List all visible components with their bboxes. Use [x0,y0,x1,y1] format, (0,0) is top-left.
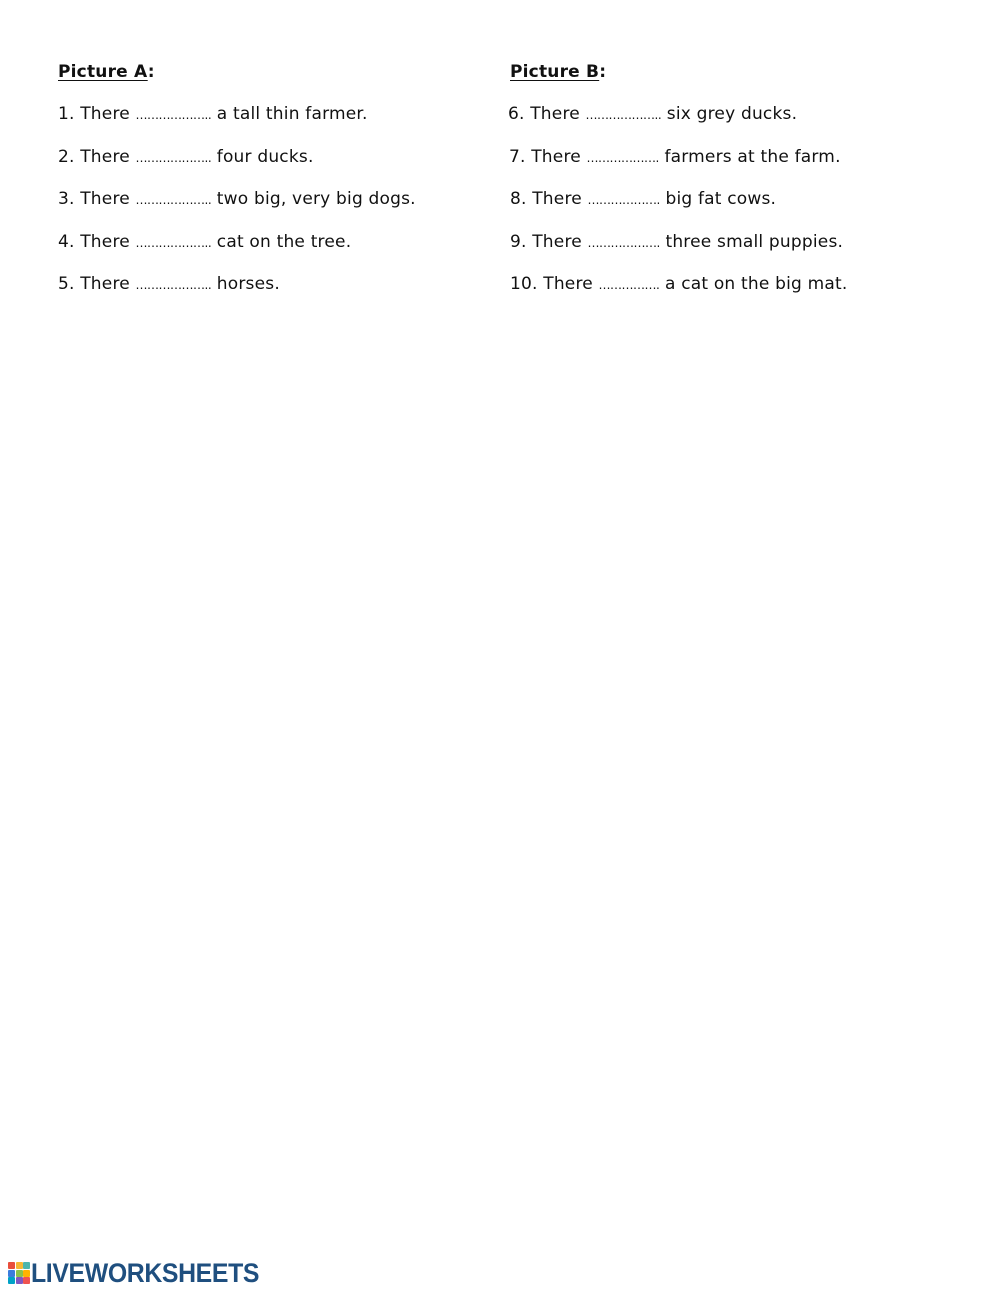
sentence-suffix: big fat cows. [659,189,777,209]
sentence-prefix: 9. There [510,232,588,252]
answer-blank: ……………….. [135,108,212,122]
logo-square [16,1277,23,1284]
sentence-suffix: four ducks. [211,147,314,167]
sentence-suffix: three small puppies. [659,232,844,252]
picture-a-heading [58,64,155,81]
picture-b-heading-label: Picture B [510,62,600,82]
answer-blank: ………………. [587,193,660,207]
sentence-suffix: cat on the tree. [211,232,352,252]
sentence-item-5 [58,276,280,293]
logo-square [8,1270,15,1277]
answer-blank: ………………. [587,236,660,250]
logo-square [23,1270,30,1277]
answer-blank: ……………. [598,278,660,292]
sentence-suffix: horses. [211,274,280,294]
answer-blank: ……………….. [135,236,212,250]
logo-square [16,1270,23,1277]
logo-square [23,1262,30,1269]
logo-square [23,1277,30,1284]
liveworksheets-brand-text: LIVEWORKSHEETS [31,1257,260,1288]
logo-square [8,1262,15,1269]
sentence-suffix: a cat on the big mat. [659,274,848,294]
sentence-item-6 [508,106,797,123]
picture-b-heading-colon: : [599,62,607,82]
sentence-suffix: farmers at the farm. [658,147,841,167]
answer-blank: ……………….. [135,193,212,207]
answer-blank: ………………. [586,151,659,165]
answer-blank: ……………….. [135,278,212,292]
sentence-item-9 [510,234,843,251]
sentence-item-4 [58,234,351,251]
sentence-prefix: 7. There [509,147,587,167]
sentence-suffix: a tall thin farmer. [211,104,368,124]
sentence-item-1 [58,106,368,123]
sentence-prefix: 1. There [58,104,136,124]
sentence-item-3 [58,191,416,208]
sentence-item-10 [510,276,847,293]
sentence-prefix: 6. There [508,104,586,124]
liveworksheets-logo-icon [8,1262,30,1284]
liveworksheets-logo[interactable] [8,1257,279,1288]
sentence-prefix: 10. There [510,274,599,294]
logo-square [8,1277,15,1284]
sentence-suffix: six grey ducks. [661,104,798,124]
sentence-prefix: 3. There [58,189,136,209]
sentence-item-2 [58,149,314,166]
picture-a-heading-colon: : [147,62,155,82]
logo-square [16,1262,23,1269]
sentence-suffix: two big, very big dogs. [211,189,416,209]
sentence-prefix: 5. There [58,274,136,294]
picture-b-heading [510,64,606,81]
sentence-prefix: 8. There [510,189,588,209]
picture-a-heading-label: Picture A [58,62,148,82]
answer-blank: ……………….. [585,108,662,122]
sentence-item-7 [509,149,841,166]
sentence-prefix: 4. There [58,232,136,252]
sentence-prefix: 2. There [58,147,136,167]
sentence-item-8 [510,191,776,208]
answer-blank: ……………….. [135,151,212,165]
